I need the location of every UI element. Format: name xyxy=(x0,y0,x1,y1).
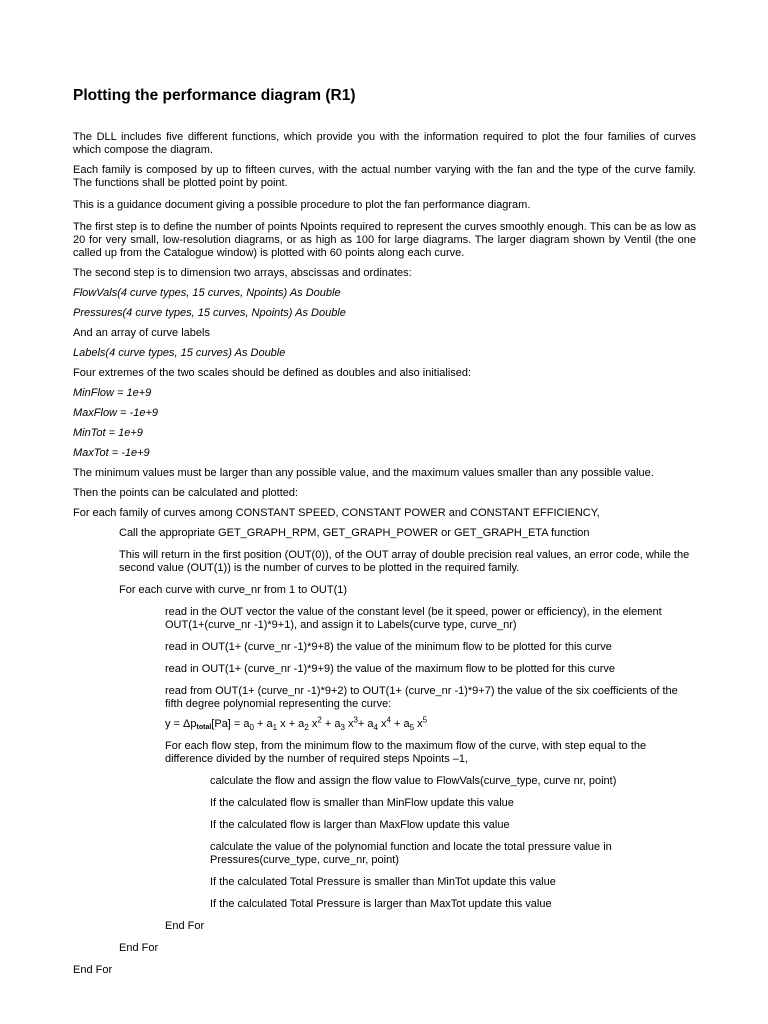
call-function-line: Call the appropriate GET_GRAPH_RPM, GET_GRAPH_POWER or GET_GRAPH_ETA function xyxy=(119,527,590,539)
end-for-middle: End For xyxy=(119,942,159,954)
intro-paragraph-3: This is a guidance document giving a possible procedure to plot the fan performance diagram. xyxy=(73,199,531,211)
end-for-outer: End For xyxy=(73,964,113,976)
page-title: Plotting the performance diagram (R1) xyxy=(73,87,356,104)
intro-paragraph-1: The DLL includes five different functions, which provide you with the information required to plot the four families of curves which compose the diagram. xyxy=(73,131,696,156)
read-min-flow-step: read in OUT(1+ (curve_nr -1)*9+8) the value of the minimum flow to be plotted for this curve xyxy=(165,641,612,653)
read-coefficients-step: read from OUT(1+ (curve_nr -1)*9+2) to OUT(1+ (curve_nr -1)*9+7) the value of the six coefficients of the fifth degree polynomial representing the curve: xyxy=(165,685,678,710)
calc-pressure-step: calculate the value of the polynomial function and locate the total pressure value in Pressures(curve_type, curve_nr, point) xyxy=(210,841,612,866)
read-max-flow-step: read in OUT(1+ (curve_nr -1)*9+9) the value of the maximum flow to be plotted for this curve xyxy=(165,663,615,675)
min-flow-check: If the calculated flow is smaller than MinFlow update this value xyxy=(210,797,514,809)
maxflow-init: MaxFlow = -1e+9 xyxy=(73,407,158,419)
read-level-step: read in the OUT vector the value of the constant level (be it speed, power or efficiency), in the element OUT(1+(curve_nr -1)*9+1), and assign it to Labels(curve type, curve_nr) xyxy=(165,606,662,631)
minmax-note: The minimum values must be larger than any possible value, and the maximum values smaller than any possible value. xyxy=(73,467,654,479)
minflow-init: MinFlow = 1e+9 xyxy=(73,387,152,399)
pressures-declaration: Pressures(4 curve types, 15 curves, Npoints) As Double xyxy=(73,307,346,319)
extremes-intro: Four extremes of the two scales should be defined as doubles and also initialised: xyxy=(73,367,472,379)
polynomial-formula: y = Δptotal[Pa] = $a_0 + a_1$ $x + a_2$ $x^2 + a_3$ $x^3+ a_4$ $x^4 + a_5$ $x^5$ xyxy=(165,715,428,733)
mintot-init: MinTot = 1e+9 xyxy=(73,427,143,439)
max-flow-check: If the calculated flow is larger than MaxFlow update this value xyxy=(210,819,510,831)
labels-declaration: Labels(4 curve types, 15 curves) As Double xyxy=(73,347,286,359)
end-for-inner: End For xyxy=(165,920,205,932)
return-description: This will return in the first position (OUT(0)), of the OUT array of double precision real values, an error code, while the second value (OUT(1)) is the number of curves to be plotted in the required family. xyxy=(119,549,690,574)
min-pressure-check: If the calculated Total Pressure is smaller than MinTot update this value xyxy=(210,876,556,888)
intro-paragraph-2: Each family is composed by up to fifteen curves, with the actual number varying with the fan and the type of the curve family. The functions shall be plotted point by point. xyxy=(73,164,696,189)
maxtot-init: MaxTot = -1e+9 xyxy=(73,447,150,459)
labels-intro: And an array of curve labels xyxy=(73,327,210,339)
for-each-curve: For each curve with curve_nr from 1 to OUT(1) xyxy=(119,584,348,596)
flowvals-declaration: FlowVals(4 curve types, 15 curves, Npoints) As Double xyxy=(73,287,341,299)
then-line: Then the points can be calculated and plotted: xyxy=(73,487,299,499)
max-pressure-check: If the calculated Total Pressure is larger than MaxTot update this value xyxy=(210,898,552,910)
for-each-flow-step: For each flow step, from the minimum flow to the maximum flow of the curve, with step equal to the difference divided by the number of required steps Npoints –1, xyxy=(165,740,647,765)
for-each-family: For each family of curves among CONSTANT SPEED, CONSTANT POWER and CONSTANT EFFICIENCY, xyxy=(73,507,600,519)
intro-paragraph-4: The first step is to define the number of points Npoints required to represent the curves smoothly enough. This can be as low as 20 for very small, low-resolution diagrams, or as high as 100 for large diagrams. The larger diagram shown by Ventil (the one called up from the Catalogue window) is plotted with 60 points along each curve. xyxy=(73,221,696,259)
intro-paragraph-5: The second step is to dimension two arrays, abscissas and ordinates: xyxy=(73,267,412,279)
calc-flow-step: calculate the flow and assign the flow value to FlowVals(curve_type, curve nr, point) xyxy=(210,775,617,787)
